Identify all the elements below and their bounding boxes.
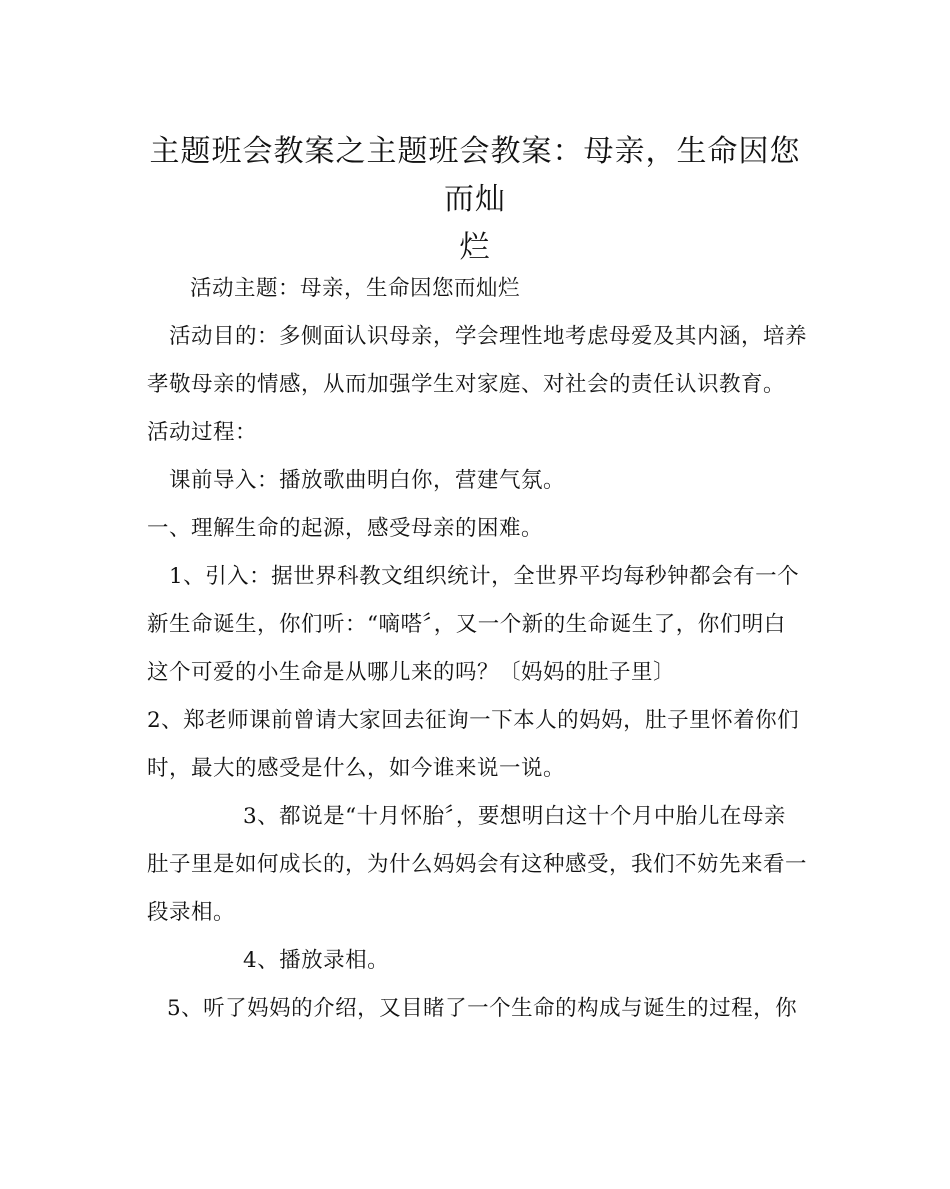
paragraph-item-5 <box>147 985 807 1033</box>
text-line: 活动主题：母亲，生命因您而灿烂 <box>190 276 521 301</box>
text-line: 活动目的：多侧面认识母亲，学会理性地考虑母爱及其内涵，培养 <box>169 324 808 349</box>
text-line: 课前导入：播放歌曲明白你，营建气氛。 <box>169 468 566 493</box>
paragraph-item-4 <box>147 937 807 985</box>
document-title <box>140 128 810 272</box>
text-line: 5、听了妈妈的介绍，又目睹了一个生命的构成与诞生的过程，你 <box>167 996 798 1021</box>
text-line: 3、都说是“十月怀胎〞，要想明白这十个月中胎儿在母亲 <box>243 804 786 829</box>
text-line: 新生命诞生，你们听：“嘀嗒〞，又一个新的生命诞生了，你们明白 <box>147 612 786 637</box>
text-line: 一、理解生命的起源，感受母亲的困难。 <box>147 516 544 541</box>
text-line: 时，最大的感受是什么，如今谁来说一说。 <box>147 756 566 781</box>
paragraph-purpose <box>147 313 807 409</box>
paragraph-section-one <box>147 505 807 553</box>
title-line: 烂 <box>459 230 491 265</box>
paragraph-process-heading <box>147 409 807 457</box>
paragraph-item-1 <box>147 553 807 697</box>
text-line: 活动过程： <box>147 420 258 445</box>
text-line: 2、郑老师课前曾请大家回去征询一下本人的妈妈，肚子里怀着你们 <box>147 708 800 733</box>
text-line: 孝敬母亲的情感，从而加强学生对家庭、对社会的责任认识教育。 <box>147 372 786 397</box>
text-line: 这个可爱的小生命是从哪儿来的吗？〔妈妈的肚子里〕 <box>147 660 676 685</box>
title-line: 主题班会教案之主题班会教案：母亲，生命因您而灿 <box>149 134 801 217</box>
paragraph-intro <box>147 457 807 505</box>
text-line: 4、播放录相。 <box>243 948 390 973</box>
paragraph-theme <box>190 265 850 313</box>
text-line: 1、引入：据世界科教文组织统计，全世界平均每秒钟都会有一个 <box>169 564 800 589</box>
paragraph-item-3 <box>147 793 807 937</box>
text-line: 段录相。 <box>147 900 236 925</box>
paragraph-item-2 <box>147 697 807 793</box>
text-line: 肚子里是如何成长的，为什么妈妈会有这种感受，我们不妨先来看一 <box>147 852 808 877</box>
